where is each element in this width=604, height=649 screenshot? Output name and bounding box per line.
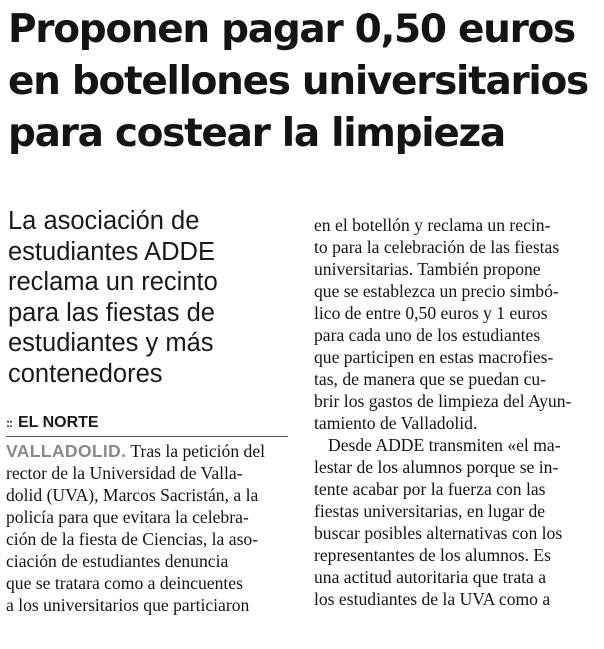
body-column-right: [314, 214, 598, 610]
dateline: VALLADOLID.: [6, 441, 127, 461]
article-headline: [8, 4, 600, 160]
headline-line: para costear la limpieza: [8, 111, 505, 156]
body-line: to para la celebración de las fiestas: [314, 237, 560, 257]
subhead-line: estudiantes ADDE: [8, 237, 215, 266]
body-line: los estudiantes de la UVA como a: [314, 589, 551, 609]
body-column-left: [6, 440, 294, 616]
body-line: para cada uno de los estudiantes: [314, 325, 541, 345]
body-line: que participen en estas macrofies-: [314, 347, 554, 367]
body-line: [6, 440, 294, 462]
body-line: lestar de los alumnos porque se in-: [314, 457, 559, 477]
body-line: que se establezca un precio simbó-: [314, 281, 559, 301]
body-line: fiestas universitarias, en lugar de: [314, 501, 546, 521]
headline-line: Proponen pagar 0,50 euros: [8, 7, 575, 52]
body-line: ciación de estudiantes denuncia: [6, 551, 229, 571]
subhead-line: La asociación de: [8, 207, 200, 235]
body-text: Tras la petición del: [126, 441, 266, 461]
body-line: a los universitarios que particiaron: [6, 595, 250, 615]
body-line: Desde ADDE transmiten «el ma-: [328, 435, 561, 455]
body-line: tente acabar por la fuerza con las: [314, 479, 546, 499]
body-line: policía para que evitara la celebra-: [6, 507, 249, 527]
body-line: dolid (UVA), Marcos Sacristán, a la: [6, 485, 259, 505]
subhead-line: reclama un recinto: [8, 268, 218, 296]
body-line: universitarias. También propone: [314, 259, 541, 279]
headline-line: en botellones universitarios: [8, 59, 588, 104]
body-line: tas, de manera que se puedan cu-: [314, 369, 547, 389]
body-line: ción de la fiesta de Ciencias, la aso-: [6, 529, 259, 549]
body-line: rector de la Universidad de Valla-: [6, 463, 243, 483]
byline-source: EL NORTE: [18, 414, 99, 431]
source-byline: [6, 410, 288, 437]
byline-marker: ::: [6, 416, 12, 430]
body-line: representantes de los alumnos. Es: [314, 545, 551, 565]
body-line: brir los gastos de limpieza del Ayun-: [314, 391, 572, 411]
body-line: lico de entre 0,50 euros y 1 euros: [314, 303, 548, 323]
body-line: tamiento de Valladolid.: [314, 413, 478, 433]
body-line: que se tratara como a deincuentes: [6, 573, 243, 593]
subhead-line: para las fiestas de: [8, 298, 215, 327]
body-line: en el botellón y reclama un recin-: [314, 215, 551, 235]
article-subheadline: [8, 206, 293, 389]
body-line: buscar posibles alternativas con los: [314, 523, 563, 543]
subhead-line: estudiantes y más: [8, 329, 214, 357]
body-line: una actitud autoritaria que trata a: [314, 567, 547, 587]
subhead-line: contenedores: [8, 359, 163, 388]
